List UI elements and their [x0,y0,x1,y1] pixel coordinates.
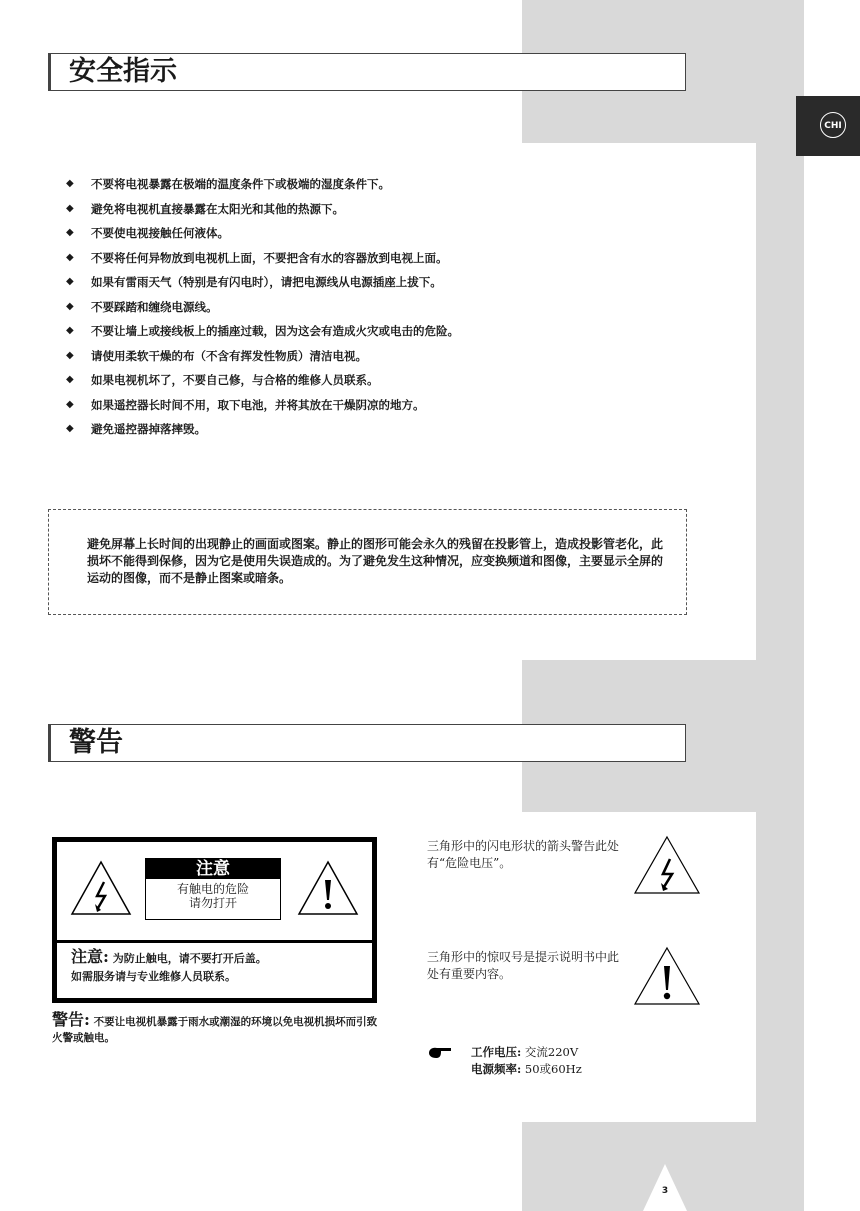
diamond-bullet-icon: ◆ [66,374,74,385]
frequency-label: 电源频率: [471,1062,522,1076]
frequency-value: 50或60Hz [524,1062,582,1076]
diamond-bullet-icon: ◆ [66,398,74,410]
caution-bottom-text-1: 为防止触电，请不要打开后盖。 [112,952,267,965]
safety-title: 安全指示 [48,53,686,91]
diamond-bullet-icon: ◆ [66,202,74,214]
language-tab-label: CHI [820,112,846,138]
diamond-bullet-icon: ◆ [66,276,74,287]
voltage-label: 工作电压: [471,1045,522,1059]
bg-band-bottom [522,1122,756,1211]
exclamation-triangle-icon [297,860,359,916]
warning-note-head: 警告: [52,1010,90,1029]
caution-label-top [57,842,372,943]
language-tab [796,96,860,156]
exclamation-description: 三角形中的惊叹号是提示说明书中此处有重要内容。 [427,950,620,981]
warning-title: 警告 [48,724,686,762]
diamond-bullet-icon: ◆ [66,178,74,189]
list-item: ◆ 不要将电视暴露在极端的温度条件下或极端的湿度条件下。 [66,177,390,191]
caution-label [52,837,377,1003]
list-item: ◆ 不要将任何异物放到电视机上面，不要把含有水的容器放到电视上面。 [66,250,448,265]
list-item: ◆ 如果电视机坏了，不要自己修，与合格的维修人员联系。 [66,373,379,387]
diamond-bullet-icon: ◆ [66,325,74,336]
diamond-bullet-icon: ◆ [66,227,74,238]
bg-band-right [756,0,804,1211]
caution-label-bottom [71,948,361,986]
list-item: ◆ 避免将电视机直接暴露在太阳光和其他的热源下。 [66,201,344,216]
list-item: ◆ 不要踩踏和缠绕电源线。 [66,299,218,314]
caution-head: 注意 [146,859,280,879]
diamond-bullet-icon: ◆ [66,349,74,361]
list-item: ◆ 如果有雷雨天气（特别是有闪电时），请把电源线从电源插座上拔下。 [66,275,442,289]
diamond-bullet-icon: ◆ [66,423,74,434]
diamond-bullet-icon: ◆ [66,251,74,263]
diamond-bullet-icon: ◆ [66,300,74,312]
caution-line-1: 有触电的危险 [176,882,249,896]
list-item: ◆ 不要使电视接触任何液体。 [66,226,229,240]
list-item: ◆ 请使用柔软干燥的布（不含有挥发性物质）清洁电视。 [66,348,367,363]
caution-bottom-head: 注意: [71,947,109,966]
warning-note-text: 不要让电视机暴露于雨水或潮湿的环境以免电视机损坏而引致火警或触电。 [52,1016,378,1044]
page-number: 3 [661,1186,669,1196]
caution-bottom-text-2: 如需服务请与专业维修人员联系。 [71,970,236,983]
pointing-hand-icon [427,1046,453,1060]
warning-note [52,1012,382,1046]
lightning-description: 三角形中的闪电形状的箭头警告此处有“危险电压”。 [427,839,620,870]
static-image-notice [48,509,687,615]
voltage-value: 交流220V [524,1045,579,1059]
lightning-triangle-icon [633,835,701,895]
lightning-triangle-icon [70,860,132,916]
notice-text: 避免屏幕上长时间的出现静止的画面或图案。静止的图形可能会永久的残留在投影管上，造成投影管老化，此损坏不能得到保修，因为它是使用失误造成的。为了避免发生这种情况，应变换频道和图像，主要显示全屏的运动的图像，而不是静止图案或暗条。 [87,537,664,585]
list-item: ◆ 避免遥控器掉落摔毁。 [66,422,206,436]
caution-line-2: 请勿打开 [188,896,237,910]
list-item: ◆ 不要让墙上或接线板上的插座过载，因为这会有造成火灾或电击的危险。 [66,324,459,338]
list-item: ◆ 如果遥控器长时间不用，取下电池，并将其放在干燥阴凉的地方。 [66,397,425,412]
exclamation-triangle-icon [633,946,701,1006]
caution-box [145,858,281,920]
safety-list [66,176,459,446]
